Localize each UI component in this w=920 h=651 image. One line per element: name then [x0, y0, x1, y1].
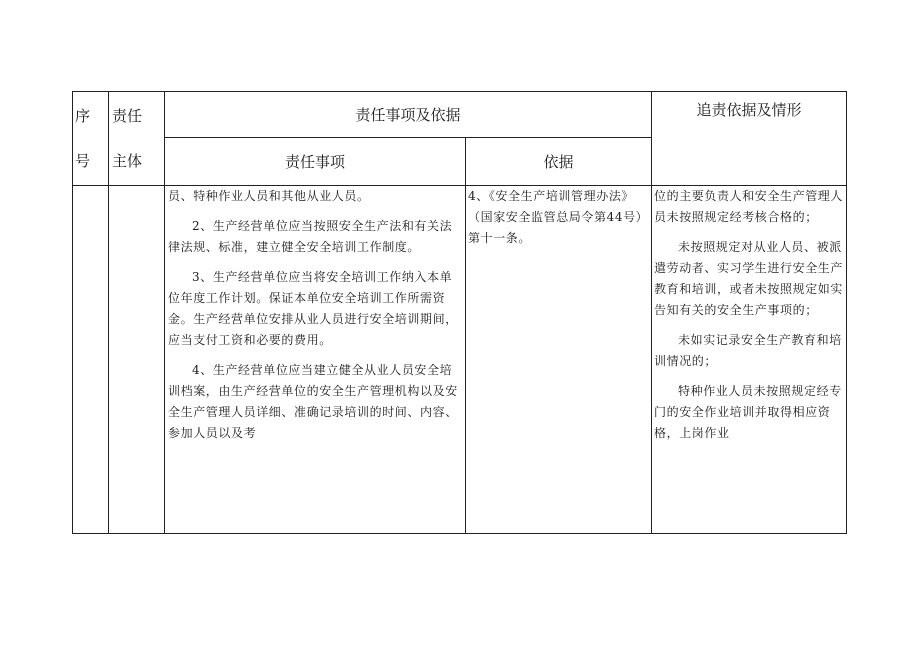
matters-paragraph: 4、生产经营单位应当建立健全从业人员安全培训档案，由生产经营单位的安全生产管理机构以及安全生产管理人员详细、准确记录培训的时间、内容、参加人员以及考: [168, 363, 458, 440]
col-divider-4: [651, 91, 652, 534]
matters-paragraph: 3、生产经营单位应当将安全培训工作纳入本单位年度工作计划。保证本单位安全培训工作所需资金。生产经营单位安排从业人员进行安全培训期间，应当支付工资和必要的费用。: [168, 270, 458, 347]
header-seq-line1: 序: [75, 107, 91, 125]
table-border-bottom: [72, 533, 847, 534]
col-divider-1: [108, 91, 109, 534]
accountability-paragraph: 特种作业人员未按照规定经专门的安全作业培训并取得相应资格，上岗作业: [654, 384, 842, 440]
header-matters-and-basis: 责任事项及依据: [355, 106, 461, 124]
header-basis: 依据: [543, 153, 574, 171]
header-seq: [75, 105, 90, 171]
basis-text: 4、《安全生产培训管理办法》（国家安全监管总局令第44号）第十一条。: [468, 189, 649, 245]
header-subject-line1: 责任: [112, 107, 143, 125]
accountability-paragraph: 位的主要负责人和安全生产管理人员未按照规定经考核合格的；: [654, 189, 844, 224]
cell-matters: [168, 186, 463, 453]
responsibility-table: [72, 91, 847, 534]
table-border-right: [846, 91, 847, 534]
cell-accountability: [654, 186, 844, 453]
cell-basis: [468, 186, 649, 258]
matters-paragraph: 员、特种作业人员和其他从业人员。: [168, 189, 370, 203]
header-subject: [112, 105, 142, 171]
header-matters: 责任事项: [284, 153, 345, 171]
table-border-left: [72, 91, 73, 534]
accountability-paragraph: 未按照规定对从业人员、被派遣劳动者、实习学生进行安全生产教育和培训，或者未按照规定如实告知有关的安全生产事项的；: [654, 240, 844, 317]
header-subject-line2: 主体: [112, 152, 143, 170]
accountability-paragraph: 未如实记录安全生产教育和培训情况的；: [654, 333, 842, 368]
header-seq-line2: 号: [75, 152, 91, 170]
matters-paragraph: 2、生产经营单位应当按照安全生产法和有关法律法规、标准，建立健全安全培训工作制度。: [168, 219, 453, 254]
header-accountability: 追责依据及情形: [696, 101, 802, 119]
col-divider-3: [465, 137, 466, 534]
